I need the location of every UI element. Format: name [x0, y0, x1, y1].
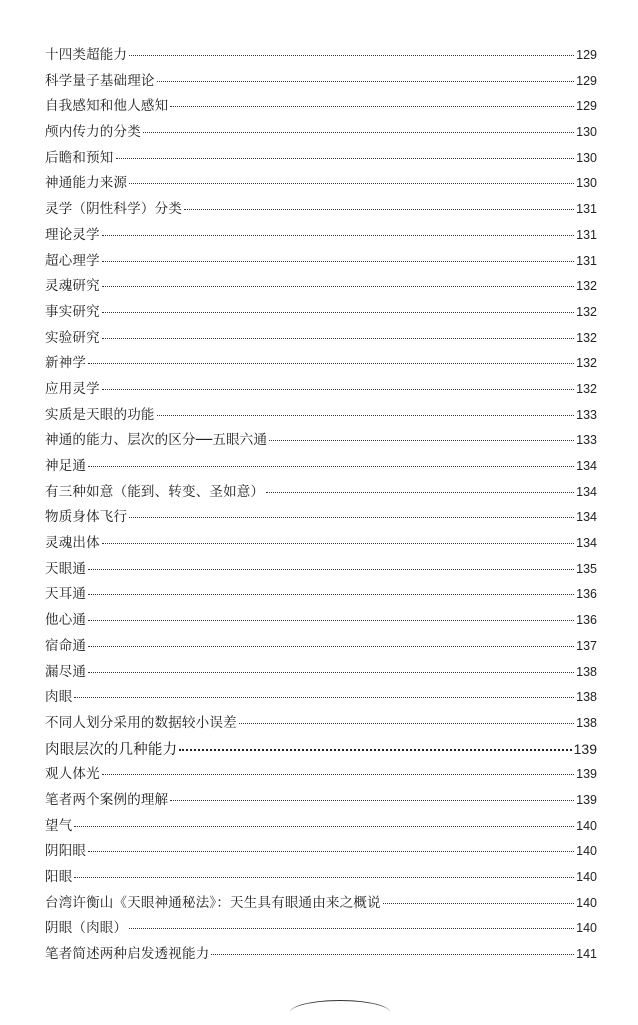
- toc-entry-title: 阳眼: [45, 869, 73, 885]
- toc-entry-title: 天眼通: [45, 560, 87, 577]
- toc-entry[interactable]: [45, 788, 597, 814]
- toc-entry-title: 灵魂出体: [45, 535, 100, 552]
- toc-entry-page-number: 133: [576, 433, 597, 448]
- toc-entry-title: 阴眼（肉眼）: [45, 920, 128, 937]
- toc-entry[interactable]: [45, 94, 597, 120]
- toc-entry-title: 神通的能力、层次的区分──五眼六通: [45, 432, 268, 449]
- toc-dot-leader: [129, 171, 574, 184]
- toc-entry-page-number: 139: [576, 767, 597, 782]
- toc-entry-title: 灵学（阴性科学）分类: [45, 201, 182, 218]
- toc-entry-title: 新神学: [45, 355, 87, 372]
- toc-entry[interactable]: [45, 223, 597, 249]
- toc-entry-page-number: 137: [576, 638, 597, 653]
- toc-dot-leader: [170, 94, 574, 107]
- toc-dot-leader: [383, 891, 574, 904]
- toc-entry[interactable]: [45, 197, 597, 223]
- toc-entry-page-number: 140: [576, 895, 597, 910]
- toc-dot-leader: [74, 685, 574, 698]
- toc-dot-leader: [143, 120, 574, 133]
- toc-entry-page-number: 131: [576, 253, 597, 268]
- toc-entry[interactable]: [45, 454, 597, 480]
- toc-dot-leader: [74, 814, 574, 827]
- toc-dot-leader: [102, 223, 574, 236]
- toc-entry-page-number: 140: [576, 921, 597, 936]
- toc-entry[interactable]: [45, 865, 597, 891]
- toc-entry-page-number: 134: [576, 459, 597, 473]
- toc-entry[interactable]: [45, 146, 597, 172]
- toc-entry-title: 科学量子基础理论: [45, 72, 155, 89]
- toc-entry[interactable]: [45, 891, 597, 917]
- toc-entry-title: 天耳通: [45, 586, 87, 603]
- toc-entry[interactable]: [45, 505, 597, 531]
- toc-dot-leader: [269, 428, 574, 441]
- toc-entry-page-number: 132: [576, 330, 597, 345]
- toc-dot-leader: [88, 454, 574, 467]
- toc-entry-title: 肉眼层次的几种能力: [45, 741, 178, 758]
- toc-entry-title: 理论灵学: [45, 226, 100, 243]
- toc-entry-page-number: 131: [576, 202, 597, 217]
- toc-entry[interactable]: [45, 762, 597, 788]
- toc-entry-page-number: 132: [576, 356, 597, 371]
- table-of-contents: [45, 43, 597, 968]
- toc-entry[interactable]: [45, 326, 597, 352]
- toc-entry-title: 灵魂研究: [45, 278, 100, 295]
- toc-entry[interactable]: [45, 608, 597, 634]
- toc-dot-leader: [102, 274, 574, 287]
- toc-entry[interactable]: [45, 660, 597, 686]
- toc-entry-title: 台湾许衡山《天眼神通秘法》：天生具有眼通由来之概说: [45, 894, 381, 911]
- toc-entry-page-number: 139: [573, 740, 597, 757]
- toc-entry-page-number: 134: [576, 536, 597, 551]
- toc-entry-page-number: 138: [576, 664, 597, 679]
- toc-dot-leader: [102, 377, 574, 390]
- toc-dot-leader: [74, 865, 574, 878]
- toc-dot-leader: [129, 505, 574, 518]
- toc-dot-leader: [129, 43, 574, 56]
- toc-dot-leader: [116, 146, 575, 159]
- toc-dot-leader: [266, 480, 574, 493]
- toc-entry[interactable]: [45, 274, 597, 300]
- toc-entry-title: 笔者两个案例的理解: [45, 791, 169, 808]
- toc-entry-title: 应用灵学: [45, 380, 100, 397]
- toc-entry[interactable]: [45, 351, 597, 377]
- toc-entry[interactable]: [45, 480, 597, 506]
- toc-dot-leader: [102, 326, 574, 339]
- toc-entry-title: 宿命通: [45, 637, 87, 654]
- toc-entry-page-number: 130: [576, 125, 597, 140]
- toc-entry[interactable]: [45, 43, 597, 69]
- toc-entry-page-number: 139: [576, 792, 597, 807]
- toc-entry-page-number: 131: [576, 227, 597, 242]
- toc-entry-page-number: 132: [576, 279, 597, 294]
- toc-entry-page-number: 138: [576, 715, 597, 730]
- toc-entry[interactable]: [45, 737, 597, 763]
- toc-entry[interactable]: [45, 428, 597, 454]
- toc-entry-title: 事实研究: [45, 303, 100, 320]
- toc-dot-leader: [88, 660, 574, 673]
- toc-entry-title: 阴阳眼: [45, 843, 87, 860]
- toc-entry-title: 望气: [45, 817, 73, 834]
- toc-dot-leader: [88, 351, 574, 364]
- toc-entry-title: 他心通: [45, 612, 87, 629]
- toc-entry-title: 实验研究: [45, 329, 100, 346]
- toc-entry[interactable]: [45, 249, 597, 275]
- toc-dot-leader: [102, 531, 574, 544]
- toc-entry[interactable]: [45, 839, 597, 865]
- toc-entry[interactable]: [45, 814, 597, 840]
- toc-entry-page-number: 141: [576, 947, 597, 962]
- page-footer-ornament: [290, 1000, 390, 1025]
- toc-entry-title: 肉眼: [45, 689, 73, 706]
- toc-entry-page-number: 135: [576, 561, 597, 576]
- toc-entry-title: 颅内传力的分类: [45, 124, 141, 141]
- toc-dot-leader: [102, 300, 574, 313]
- toc-entry[interactable]: [45, 942, 597, 968]
- toc-entry-page-number: 129: [576, 73, 597, 88]
- toc-entry[interactable]: [45, 916, 597, 942]
- toc-entry-page-number: 130: [576, 176, 597, 191]
- toc-entry-title: 神足通: [45, 458, 87, 474]
- toc-entry-title: 后瞻和预知: [45, 149, 114, 166]
- toc-entry-page-number: 130: [576, 150, 597, 165]
- toc-entry[interactable]: [45, 634, 597, 660]
- toc-entry-title: 神通能力来源: [45, 175, 128, 192]
- toc-dot-leader: [157, 69, 575, 82]
- toc-dot-leader: [102, 249, 574, 262]
- toc-entry[interactable]: [45, 120, 597, 146]
- toc-entry[interactable]: [45, 557, 597, 583]
- toc-entry-page-number: 129: [576, 48, 597, 62]
- toc-entry-page-number: 140: [576, 844, 597, 859]
- toc-entry[interactable]: [45, 69, 597, 95]
- toc-dot-leader: [129, 916, 574, 929]
- toc-dot-leader: [88, 557, 574, 570]
- toc-entry-title: 实质是天眼的功能: [45, 406, 155, 423]
- toc-entry-page-number: 132: [576, 381, 597, 396]
- toc-entry-page-number: 134: [576, 484, 597, 499]
- toc-dot-leader: [102, 762, 574, 775]
- toc-entry-title: 自我感知和他人感知: [45, 98, 169, 115]
- toc-entry[interactable]: [45, 582, 597, 608]
- toc-dot-leader: [184, 197, 574, 210]
- toc-dot-leader: [239, 711, 574, 724]
- toc-entry[interactable]: [45, 300, 597, 326]
- toc-dot-leader: [88, 634, 574, 647]
- toc-entry-page-number: 140: [576, 818, 597, 833]
- toc-entry[interactable]: [45, 171, 597, 197]
- toc-entry[interactable]: [45, 711, 597, 737]
- toc-dot-leader: [88, 582, 574, 595]
- toc-entry-title: 不同人划分采用的数据较小误差: [45, 714, 237, 731]
- toc-entry[interactable]: [45, 377, 597, 403]
- toc-dot-leader: [88, 608, 574, 621]
- toc-entry[interactable]: [45, 685, 597, 711]
- toc-entry[interactable]: [45, 531, 597, 557]
- toc-entry[interactable]: [45, 403, 597, 429]
- toc-entry-page-number: 133: [576, 407, 597, 422]
- toc-entry-page-number: 129: [576, 99, 597, 114]
- toc-dot-leader: [157, 403, 575, 416]
- toc-entry-title: 十四类超能力: [45, 47, 128, 63]
- toc-entry-page-number: 132: [576, 304, 597, 319]
- toc-entry-title: 漏尽通: [45, 663, 87, 680]
- toc-entry-title: 笔者简述两种启发透视能力: [45, 946, 210, 963]
- toc-entry-page-number: 138: [576, 690, 597, 705]
- toc-dot-leader: [179, 737, 571, 751]
- toc-dot-leader: [170, 788, 574, 801]
- toc-dot-leader: [211, 942, 574, 955]
- toc-entry-page-number: 136: [576, 613, 597, 628]
- toc-entry-page-number: 134: [576, 510, 597, 525]
- toc-entry-title: 超心理学: [45, 252, 100, 269]
- toc-dot-leader: [88, 839, 574, 852]
- toc-entry-title: 物质身体飞行: [45, 509, 128, 526]
- toc-entry-title: 观人体光: [45, 766, 100, 783]
- toc-entry-page-number: 140: [576, 870, 597, 884]
- toc-entry-title: 有三种如意（能到、转变、圣如意）: [45, 483, 265, 500]
- toc-entry-page-number: 136: [576, 587, 597, 602]
